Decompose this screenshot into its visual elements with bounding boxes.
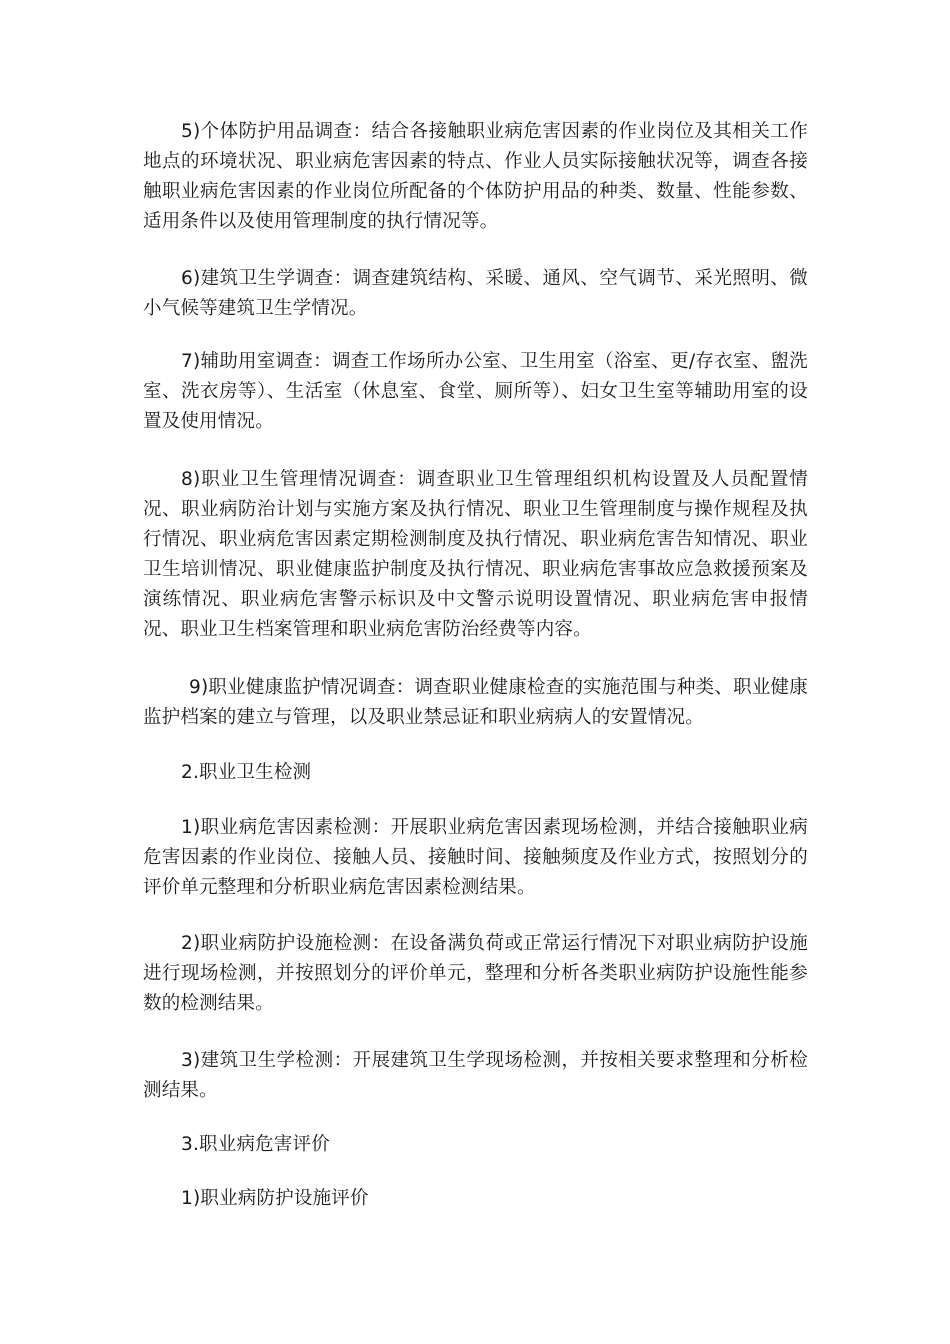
paragraph-health-surveillance-survey: 9)职业健康监护情况调查：调查职业健康检查的实施范围与种类、职业健康监护档案的建立与管理，以及职业禁忌证和职业病病人的安置情况。 [143, 677, 808, 728]
paragraph-ppe-survey: 5)个体防护用品调查：结合各接触职业病危害因素的作业岗位及其相关工作地点的环境状况、职业病危害因素的特点、作业人员实际接触状况等，调查各接触职业病危害因素的作业岗位所配备的个体防护用品的种类、数量、性能参数、适用条件以及使用管理制度的执行情况等。 [143, 121, 808, 232]
section-heading-hazard-evaluation: 3.职业病危害评价 [181, 1134, 330, 1155]
paragraph-building-hygiene-testing: 3)建筑卫生学检测：开展建筑卫生学现场检测，并按相关要求整理和分析检测结果。 [143, 1050, 808, 1101]
paragraph-management-survey: 8)职业卫生管理情况调查：调查职业卫生管理组织机构设置及人员配置情况、职业病防治计划与实施方案及执行情况、职业卫生管理制度与操作规程及执行情况、职业病危害因素定期检测制度及执行情况、职业病危害告知情况、职业卫生培训情况、职业健康监护制度及执行情况、职业病危害事故应急救援预案及演练情况、职业病危害警示标识及中文警示说明设置情况、职业病危害申报情况、职业卫生档案管理和职业病危害防治经费等内容。 [143, 469, 808, 640]
paragraph-hazard-factor-testing: 1)职业病危害因素检测：开展职业病危害因素现场检测，并结合接触职业病危害因素的作业岗位、接触人员、接触时间、接触频度及作业方式，按照划分的评价单元整理和分析职业病危害因素检测结果。 [143, 817, 808, 898]
paragraph-protection-facility-evaluation: 1)职业病防护设施评价 [181, 1188, 369, 1209]
section-heading-occupational-health-testing: 2.职业卫生检测 [181, 762, 312, 783]
paragraph-building-hygiene-survey: 6)建筑卫生学调查：调查建筑结构、采暖、通风、空气调节、采光照明、微小气候等建筑卫生学情况。 [143, 268, 808, 319]
paragraph-auxiliary-rooms-survey: 7)辅助用室调查：调查工作场所办公室、卫生用室（浴室、更/存衣室、盥洗室、洗衣房等）、生活室（休息室、食堂、厕所等）、妇女卫生室等辅助用室的设置及使用情况。 [143, 351, 808, 432]
paragraph-protection-facility-testing: 2)职业病防护设施检测：在设备满负荷或正常运行情况下对职业病防护设施进行现场检测，并按照划分的评价单元，整理和分析各类职业病防护设施性能参数的检测结果。 [143, 933, 808, 1014]
